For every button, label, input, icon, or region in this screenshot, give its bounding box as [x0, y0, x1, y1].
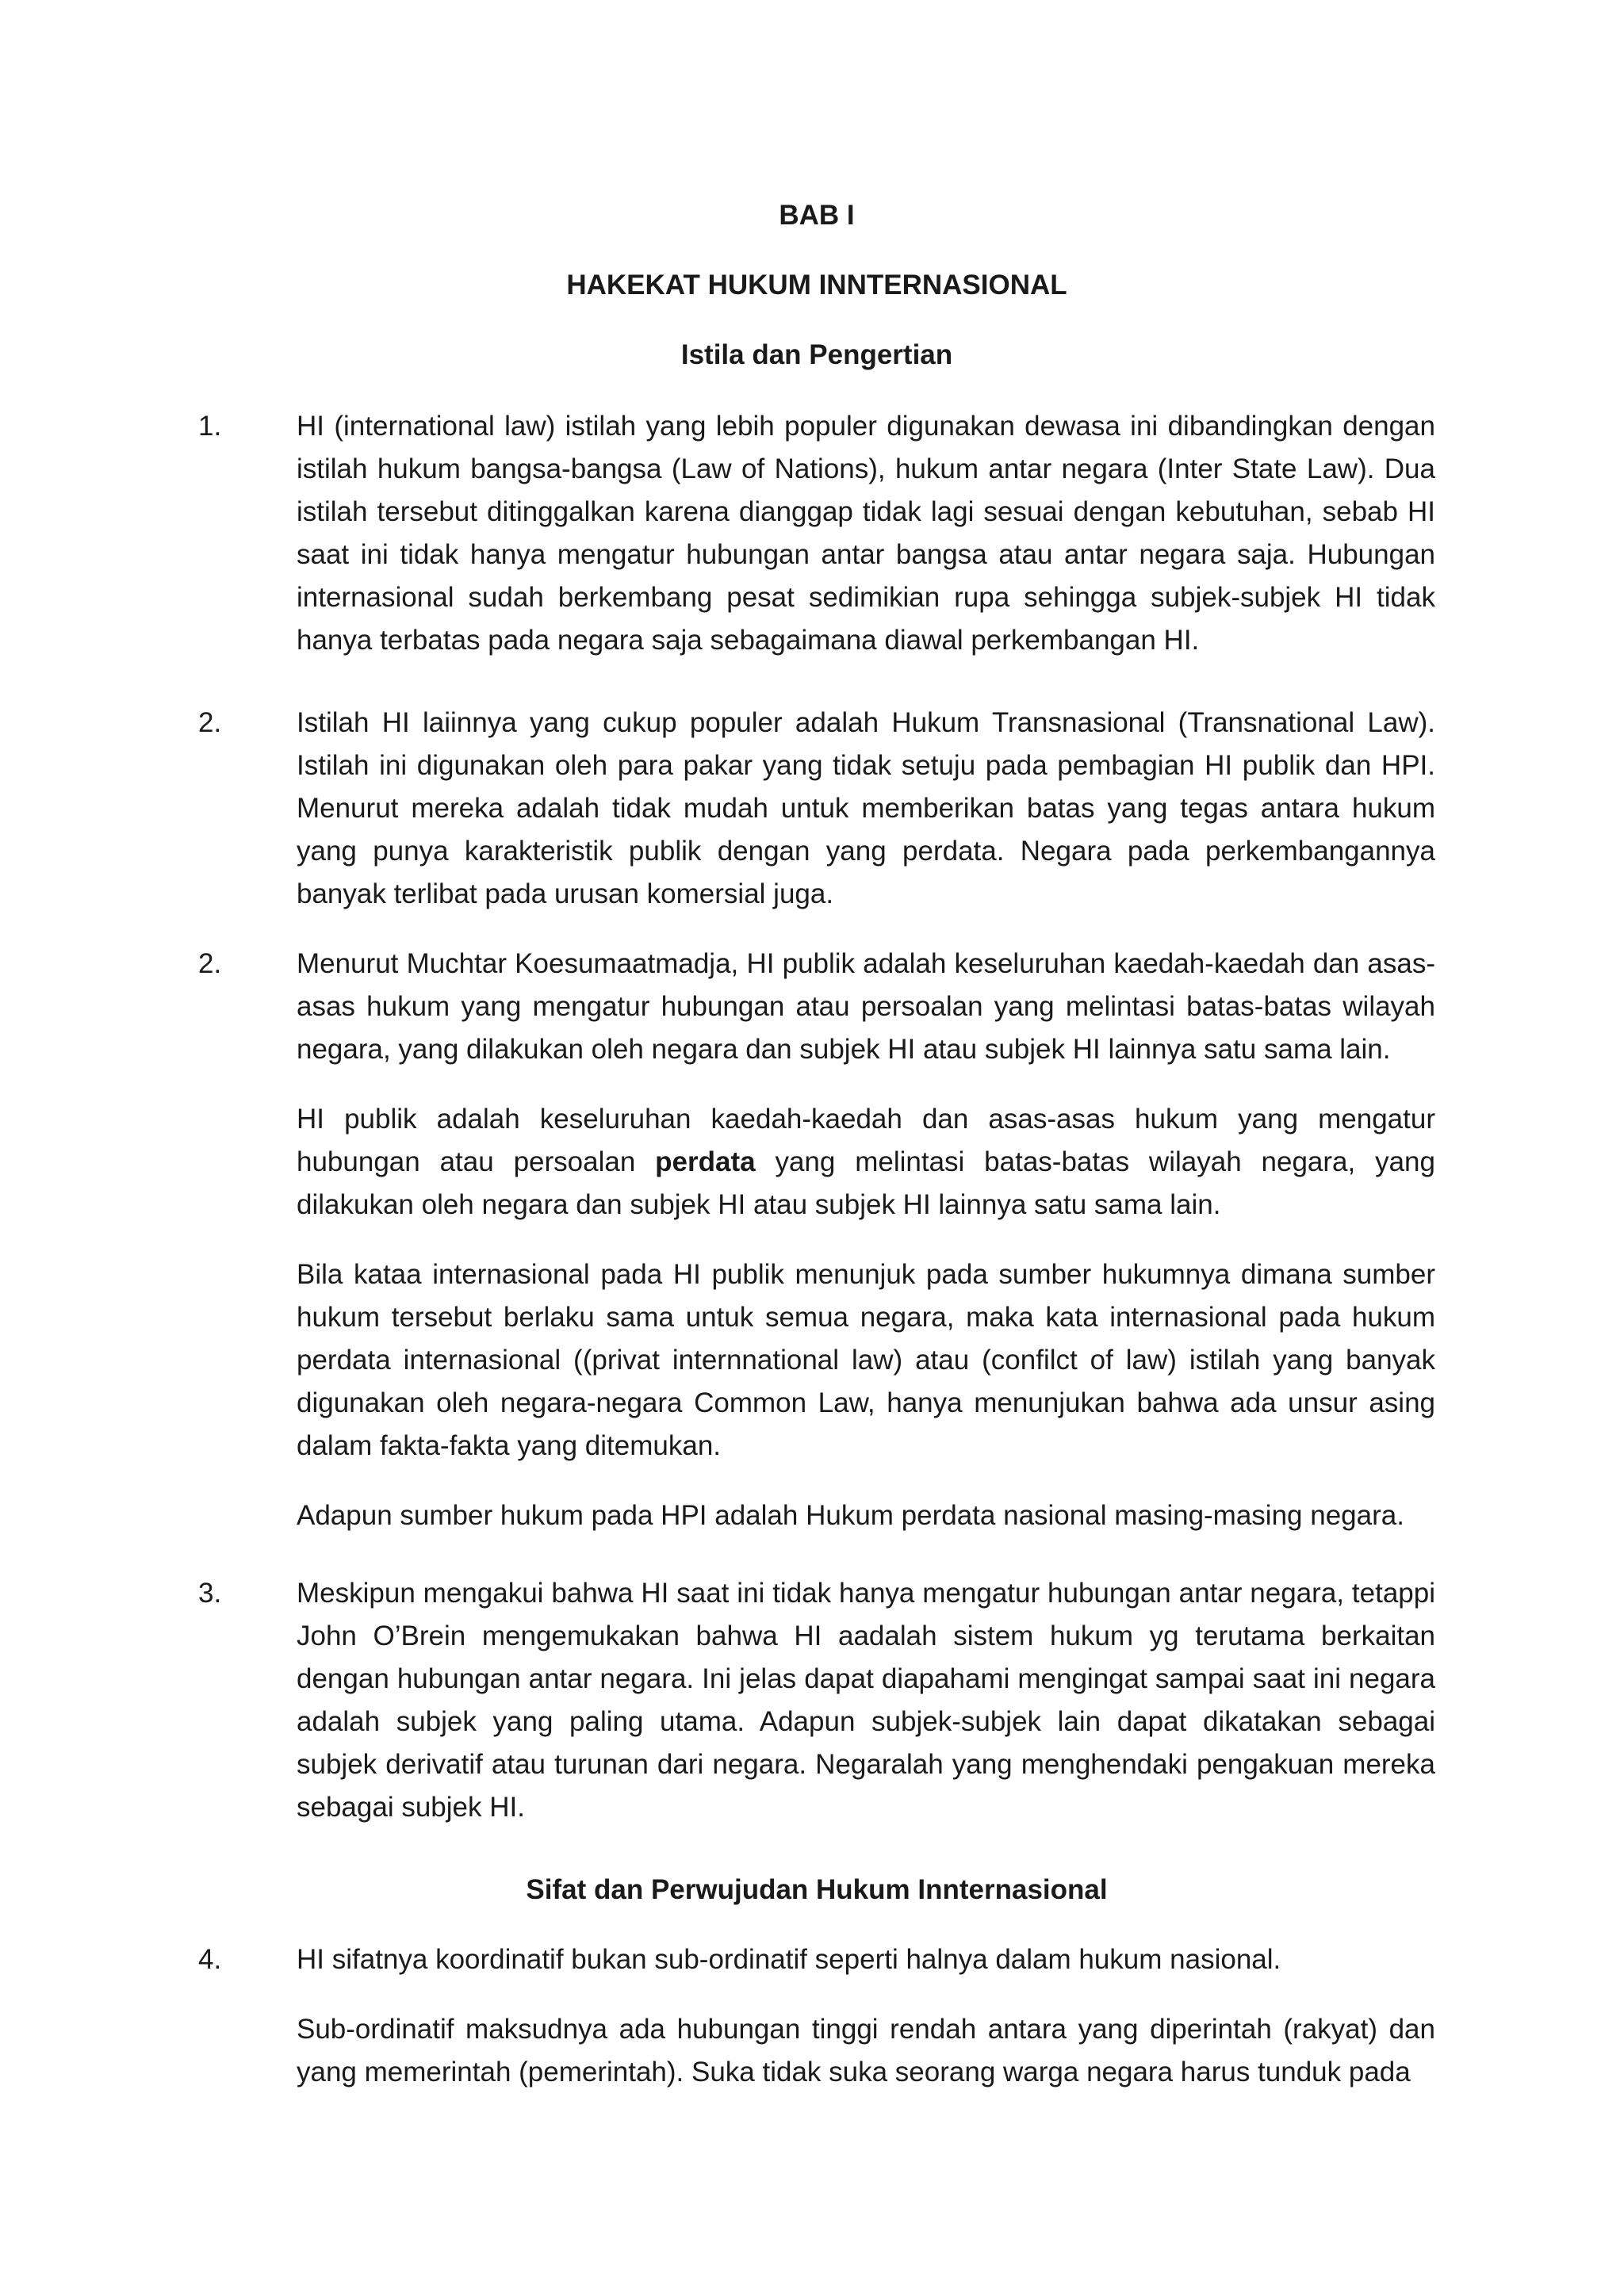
paragraph-text: yang melintasi batas-batas wilayah negara, yang dilakukan oleh negara dan subjek HI atau subjek HI lainnya satu sama lain.: [297, 1146, 1435, 1220]
list-item-2b: [198, 943, 1435, 1071]
chapter-title: HAKEKAT HUKUM INNTERNASIONAL: [566, 270, 1067, 300]
bold-term-perdata: perdata: [655, 1146, 756, 1177]
paragraph-text: HI publik adalah keseluruhan kaedah-kaedah dan asas-asas hukum yang mengatur hubungan atau persoalan: [297, 1104, 1435, 1177]
list-item-text: Meskipun mengakui bahwa HI saat ini tidak hanya mengatur hubungan antar negara, tetappi John O’Brein mengemukakan bahwa HI aadalah sistem hukum yg terutama berkaitan dengan hubungan antar negara. Ini jelas dapat diapahami mengingat sampai saat ini negara adalah subjek yang paling utama. Adapun subjek-subjek lain dapat dikatakan sebagai subjek derivatif atau turunan dari negara. Negaralah yang menghendaki pengakuan mereka sebagai subjek HI.: [297, 1578, 1435, 1823]
list-item-text: Istilah HI laiinnya yang cukup populer adalah Hukum Transnasional (Transnational Law). Istilah ini digunakan oleh para pakar yang tidak setuju pada pembagian HI publik dan HPI. Menurut mereka adalah tidak mudah untuk memberikan batas yang tegas antara hukum yang punya karakteristik publik dengan yang perdata. Negara pada perkembangannya banyak terlibat pada urusan komersial juga.: [297, 707, 1435, 909]
list-item-text: HI sifatnya koordinatif bukan sub-ordinatif seperti halnya dalam hukum nasional.: [297, 1944, 1281, 1975]
list-item-1: [198, 405, 1435, 662]
list-number: 2.: [198, 707, 222, 738]
list-number: 3.: [198, 1578, 222, 1609]
chapter-heading: BAB I: [779, 200, 855, 231]
section-heading-nature: Sifat dan Perwujudan Hukum Innternasional: [526, 1874, 1108, 1905]
list-number: 4.: [198, 1944, 222, 1975]
paragraph-international-meaning: Bila kataa internasional pada HI publik menunjuk pada sumber hukumnya dimana sumber hukum tersebut berlaku sama untuk semua negara, maka kata internasional pada hukum perdata internasional ((privat internnational law) atau (confilct of law) istilah yang banyak digunakan oleh negara-negara Common Law, hanya menunjukan bahwa ada unsur asing dalam fakta-fakta yang ditemukan.: [297, 1259, 1435, 1461]
list-item-2a: [198, 702, 1435, 916]
document-body: [198, 194, 1435, 2121]
list-item-text: Menurut Muchtar Koesumaatmadja, HI publik adalah keseluruhan kaedah-kaedah dan asas-asas hukum yang mengatur hubungan atau persoalan yang melintasi batas-batas wilayah negara, yang dilakukan oleh negara dan subjek HI atau subjek HI lainnya satu sama lain.: [297, 948, 1435, 1065]
list-number: 1.: [198, 411, 222, 442]
list-number: 2.: [198, 948, 222, 979]
list-item-3: [198, 1572, 1435, 1829]
paragraph-private-international-law: [198, 1098, 1435, 1226]
paragraph-subordinate: Sub-ordinatif maksudnya ada hubungan tinggi rendah antara yang diperintah (rakyat) dan yang memerintah (pemerintah). Suka tidak suka seorang warga negara harus tunduk pada: [297, 2014, 1435, 2087]
paragraph-hpi-source: Adapun sumber hukum pada HPI adalah Hukum perdata nasional masing-masing negara.: [297, 1500, 1404, 1531]
list-item-text: HI (international law) istilah yang lebih populer digunakan dewasa ini dibandingkan dengan istilah hukum bangsa-bangsa (Law of Nations), hukum antar negara (Inter State Law). Dua istilah tersebut ditinggalkan karena dianggap tidak lagi sesuai dengan kebutuhan, sebab HI saat ini tidak hanya mengatur hubungan antar bangsa atau antar negara saja. Hubungan internasional sudah berkembang pesat sedimikian rupa sehingga subjek-subjek HI tidak hanya terbatas pada negara saja sebagaimana diawal perkembangan HI.: [297, 411, 1435, 656]
section-heading-terms: Istila dan Pengertian: [680, 339, 953, 370]
list-item-4: [198, 1938, 1435, 1981]
